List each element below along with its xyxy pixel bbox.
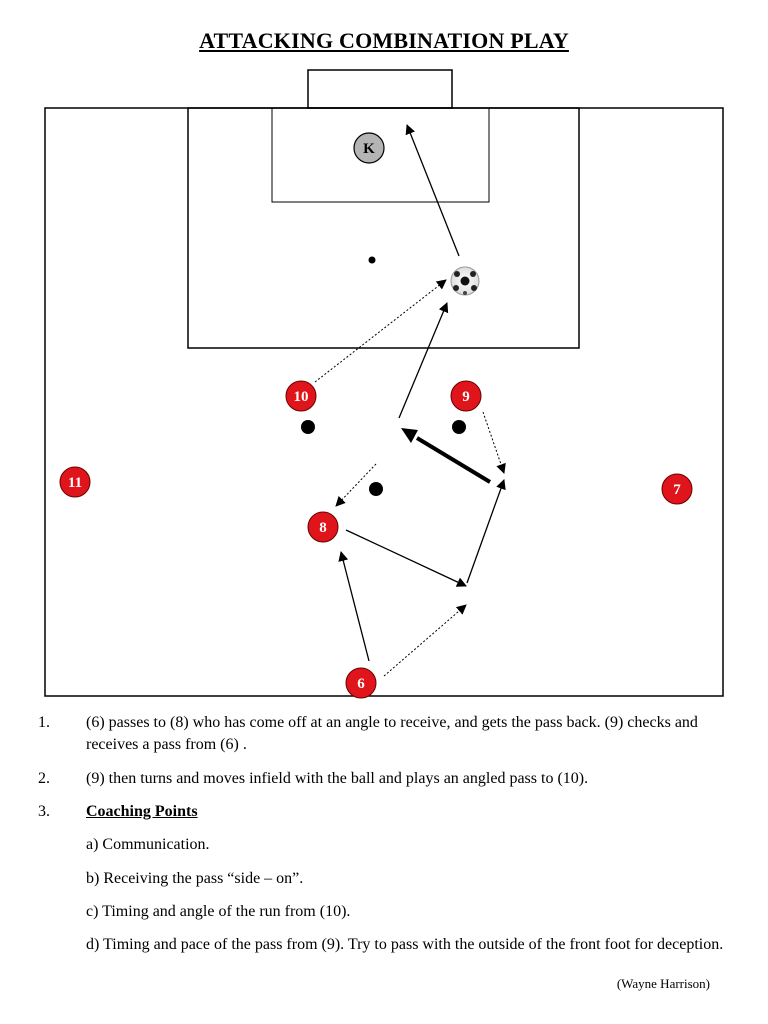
run-arrow-10-curl — [336, 464, 376, 506]
run-arrow-6-to-8 — [341, 552, 369, 661]
svg-text:10: 10 — [293, 389, 309, 405]
player-10 — [286, 381, 316, 411]
instruction-text: (9) then turns and moves infield with the ball and plays an angled pass to (10). — [86, 770, 589, 787]
svg-text:8: 8 — [319, 520, 327, 536]
coaching-point: d) Timing and pace of the pass from (9). Try to pass with the outside of the front foot for deception. — [86, 936, 724, 953]
page-title: ATTACKING COMBINATION PLAY — [199, 28, 569, 53]
instruction-text: (6) passes to (8) who has come off at an angle to receive, and gets the pass back. (9) checks and receives a pass from (6) . — [86, 714, 698, 753]
svg-text:6: 6 — [357, 676, 365, 692]
svg-text:7: 7 — [673, 482, 681, 498]
coaching-point: b) Receiving the pass “side – on”. — [86, 870, 304, 887]
svg-text:K: K — [363, 141, 375, 157]
pass-arrow-6-dotted — [384, 605, 466, 676]
player-7 — [662, 474, 692, 504]
keeper-marker — [354, 133, 384, 163]
coaching-point: a) Communication. — [86, 836, 210, 853]
marker-cone — [301, 420, 315, 434]
instruction-number: 1. — [38, 714, 50, 731]
dribble-arrowhead — [401, 428, 418, 443]
player-11 — [60, 467, 90, 497]
soccer-ball-icon — [451, 267, 479, 295]
marker-cone — [452, 420, 466, 434]
pass-arrow-8 — [346, 530, 466, 586]
shot-arrow — [407, 125, 459, 256]
player-6 — [346, 668, 376, 698]
run-arrow-10-dotted — [315, 280, 446, 382]
penalty-spot — [369, 257, 376, 264]
goal — [308, 70, 452, 108]
pass-arrow-9-to-ball — [399, 303, 447, 418]
player-9 — [451, 381, 481, 411]
instruction-number: 3. — [38, 803, 50, 820]
run-arrow-9-check — [483, 412, 504, 473]
author-credit: (Wayne Harrison) — [616, 976, 710, 991]
svg-text:11: 11 — [67, 475, 83, 491]
coaching-heading: Coaching Points — [86, 803, 198, 820]
dribble-arrow-9 — [417, 438, 490, 482]
field-boundary — [45, 108, 723, 696]
instruction-number: 2. — [38, 770, 50, 787]
player-8 — [308, 512, 338, 542]
run-arrow-9-return — [467, 480, 504, 583]
svg-text:9: 9 — [462, 389, 470, 405]
marker-cone — [369, 482, 383, 496]
coaching-point: c) Timing and angle of the run from (10). — [86, 903, 351, 920]
